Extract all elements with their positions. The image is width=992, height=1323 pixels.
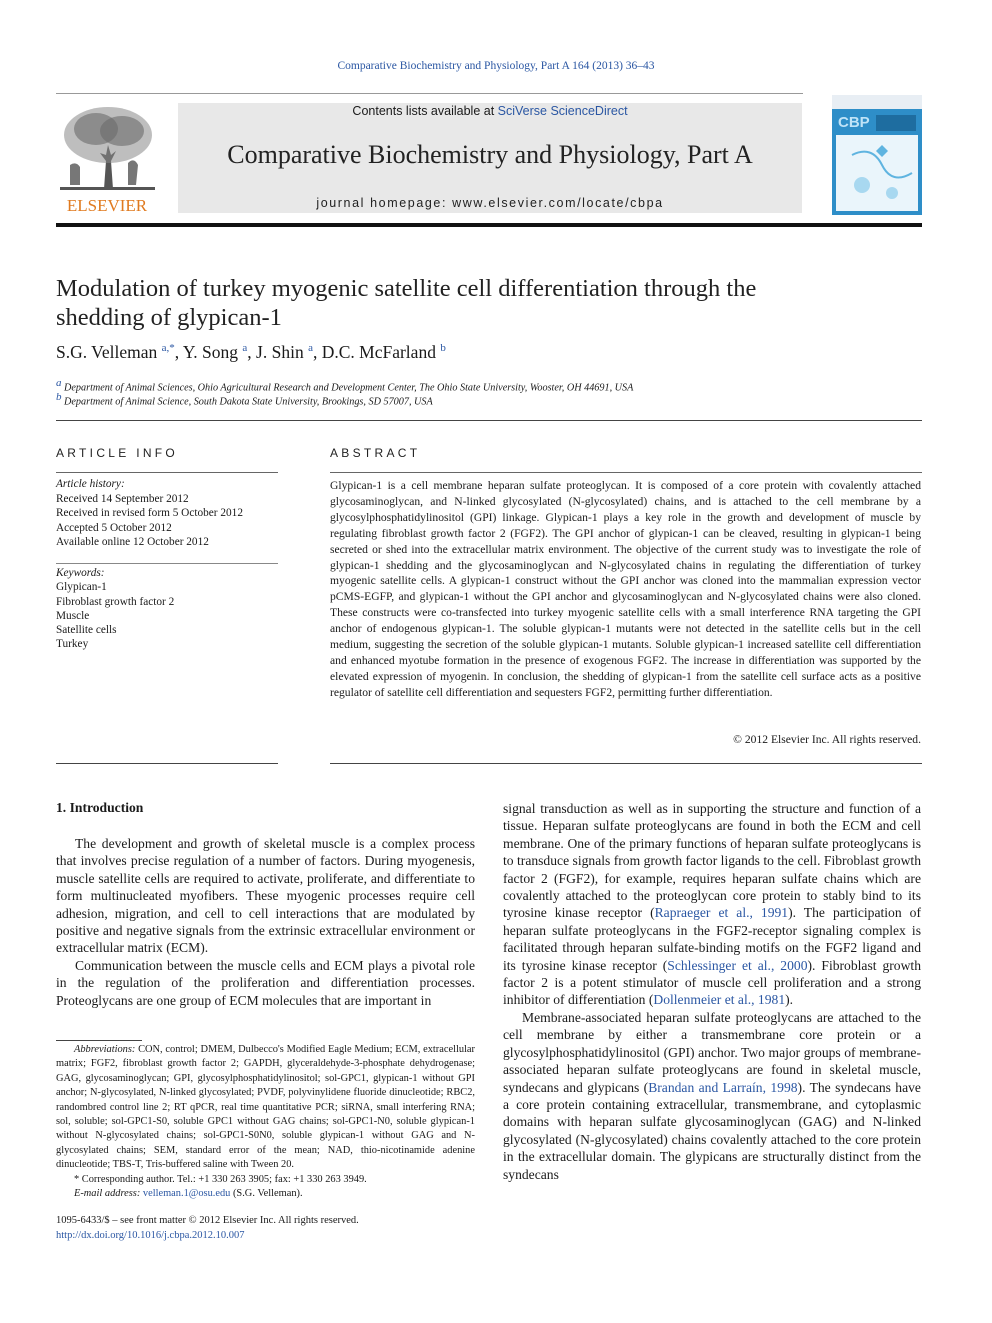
corresponding-author-footnote: * Corresponding author. Tel.: +1 330 263 3905; fax: +1 330 263 3949. <box>74 1173 367 1185</box>
affiliation-text: Department of Animal Science, South Dakota State University, Brookings, SD 57007, USA <box>64 396 433 408</box>
history-item: Available online 12 October 2012 <box>56 536 209 549</box>
email-suffix: (S.G. Velleman). <box>230 1188 303 1200</box>
author-name[interactable]: D.C. McFarland <box>321 342 436 362</box>
abstract-rule <box>330 472 922 473</box>
issn-line: 1095-6433/$ – see front matter © 2012 Elsevier Inc. All rights reserved. <box>56 1215 359 1226</box>
body-column-right <box>503 800 921 1183</box>
article-history <box>56 477 278 550</box>
body-column-left <box>56 835 475 1009</box>
journal-title: Comparative Biochemistry and Physiology, Part A <box>227 140 753 169</box>
sciencedirect-link[interactable]: SciVerse ScienceDirect <box>497 104 628 118</box>
author-affiliation-mark[interactable]: a <box>308 342 313 355</box>
footnotes <box>56 1043 475 1201</box>
header-thick-rule <box>56 223 922 227</box>
history-label: Article history: <box>56 478 125 490</box>
keywords-list <box>56 566 278 652</box>
body-paragraph <box>503 1009 921 1183</box>
keyword-item: Muscle <box>56 609 90 622</box>
history-item: Received 14 September 2012 <box>56 492 189 505</box>
affiliation-mark: b <box>56 391 62 403</box>
elsevier-tree-icon <box>56 103 159 215</box>
abbreviations-text: CON, control; DMEM, Dulbecco's Modified Eagle Medium; ECM, extracellular matrix; FGF2, fibroblast growth factor 2; GAPDH, glyceraldehyde-3-phosphate dehydrogenase; GAG, glycosaminoglycan; GPI, glycosylphosphatidylinositol; sol-GPC1, glypican-1 without GPI anchor; N-glycosylated, N-linked glycosylated; PVDF, polyvinylidene fluoride dinucleotide; RBC2, randombred control line 2; RT qPCR, real time quantitative PCR; siRNA, small interfering RNA; sol, soluble; sol-GPC1-S0, soluble GPC1 without GAG chains; sol-GPC1-N0, soluble glypican-1 without N-glycosylated chains; sol-GPC1-S0N0, soluble glypican-1 without GAG and N-glycosylated chains; SEM, standard error of the mean; NAD, thio-nicotinamide adenine dinucleotide; TBS-T, Tris-buffered saline with Tween 20. <box>56 1044 475 1171</box>
footnote-rule <box>56 1040 142 1041</box>
cover-label: CBP <box>838 114 870 131</box>
article-title: Modulation of turkey myogenic satellite cell differentiation through the shedding of glypican-1 <box>56 275 757 331</box>
abstract-heading: ABSTRACT <box>330 446 421 460</box>
abstract-text: Glypican-1 is a cell membrane heparan sulfate proteoglycan. It is composed of a core protein with covalently attached glycosaminoglycan, and N-linked glycosylated (N-glycosylated) chains, and is attached to the cell membrane by a glycosylphosphatidylinositol (GPI) linkage. Glypican-1 plays a key role in the growth and development of muscle by regulating fibroblast growth factor 2 (FGF2). The GPI anchor of glypican-1 can be cleaved, resulting in glypican-1 being secreted or shed into the extracellular matrix environment. The objective of the current study was to investigate the role of glypican-1 shedding and the glycosaminoglycan and N-glycosylated chains in regulating the differentiation of turkey myogenic satellite cells. A glypican-1 construct without the GPI anchor was cloned into the mammalian expression vector pCMS-EGFP, and glypican-1 without the GPI anchor and glycosaminoglycan and N-glycosylated chains were also cloned. These constructs were co-transfected into turkey myogenic satellite cells with a small interference RNA targeting the GPI anchor of endogenous glypican-1. The soluble glypican-1 mutants were not detected in the satellite cells but in the cell medium, suggesting the secretion of the soluble glypican-1 mutants. Soluble glypican-1 increased satellite cell differentiation and enhanced myotube formation in the presence of exogenous FGF2. The increase in differentiation was supported by the elevated expression of myogenin. In conclusion, the shedding of glypican-1 from the satellite cell surface acts as a positive regulator of satellite cell differentiation and sequesters FGF2, permitting further differentiation. <box>330 479 921 699</box>
keyword-item: Turkey <box>56 638 89 651</box>
header-rule <box>56 93 803 94</box>
publisher-wordmark: ELSEVIER <box>66 196 148 215</box>
author-affiliation-mark[interactable]: a,* <box>161 342 175 355</box>
page-footer <box>56 1214 475 1243</box>
email-label: E-mail address: <box>74 1188 141 1200</box>
keyword-item: Fibroblast growth factor 2 <box>56 595 175 608</box>
body-text: signal transduction as well as in supporting the structure and function of a tissue. Heparan sulfate proteoglycans are found in both the ECM and cell membrane. One of the primary functions of heparan sulfate proteoglycans is to transduce signals from growth factor ligands to the cell. Fibroblast growth factor 2 (FGF2), for example, requires heparan sulfate chains which are covalently attached to the proteoglycan core protein to stably bind to its tyrosine kinase receptor ( <box>503 801 921 921</box>
journal-cover-thumbnail[interactable] <box>832 95 922 215</box>
abstract-bottom-rule <box>330 763 922 764</box>
author-affiliation-mark[interactable]: a <box>242 342 248 355</box>
journal-citation-link[interactable]: Comparative Biochemistry and Physiology, Part A 164 (2013) 36–43 <box>337 60 655 72</box>
elsevier-logo <box>56 103 159 215</box>
section-rule <box>56 420 922 421</box>
body-text: Membrane-associated heparan sulfate proteoglycans are attached to the cell membrane by either a transmembrane core protein or a glycosylphosphatidylinositol (GPI) anchor. Two major groups of membrane-associated heparan sulfate proteoglycans are found in skeletal muscle, syndecans and glypicans ( <box>503 1009 921 1095</box>
affiliation-b <box>56 391 922 407</box>
author-name[interactable]: J. Shin <box>256 342 304 362</box>
history-item: Received in revised form 5 October 2012 <box>56 507 243 520</box>
contents-line <box>178 104 802 118</box>
abbreviations-footnote <box>56 1043 475 1173</box>
body-text: ). <box>785 992 794 1008</box>
body-paragraph <box>503 800 921 1009</box>
body-text: ). Fibroblast growth factor 2 is a potent stimulator of muscle cell proliferation and a strong inhibitor of differentiation ( <box>503 957 921 1008</box>
reference-link[interactable]: Rapraeger et al., 1991 <box>654 905 789 921</box>
reference-link[interactable]: Dollenmeier et al., 1981 <box>653 992 786 1008</box>
keyword-item: Satellite cells <box>56 624 117 637</box>
article-info-bottom-rule <box>56 763 278 764</box>
homepage-prefix: journal homepage: <box>316 196 453 210</box>
body-text: ). The syndecans have a core protein containing extracellular, transmembrane, and cytoplasmic domains with heparan sulfate glycosaminoglycan (GAG) and N-linked glycosylated (N-glycosylated) chains covalently attached to the core protein in the extracellular domain. The glypicans are structurally distinct from the syndecans <box>503 1079 921 1182</box>
reference-link[interactable]: Schlessinger et al., 2000 <box>667 957 808 973</box>
contents-prefix: Contents lists available at <box>352 104 498 118</box>
affiliation-mark: a <box>56 377 62 389</box>
author-name[interactable]: S.G. Velleman <box>56 342 158 362</box>
keyword-item: Glypican-1 <box>56 581 107 594</box>
affiliation-text: Department of Animal Sciences, Ohio Agricultural Research and Development Center, The Ohio State University, Wooster, OH 44691, USA <box>64 382 634 394</box>
history-item: Accepted 5 October 2012 <box>56 521 172 534</box>
body-paragraph: The development and growth of skeletal muscle is a complex process that involves precise regulation of a number of factors. During myogenesis, muscle satellite cells are required to activate, proliferate, and differentiate to form multinucleated myofibers. These myogenic processes require cell adhesion, migration, and cell to cell interactions that are modulated by positive and negative signals from the extrinsic extracellular environment or extracellular matrix (ECM). <box>56 836 475 956</box>
body-text: ). The participation of heparan sulfate proteoglycans in the FGF2-receptor signaling complex is facilitated through heparan sulfate-binding motifs on the FGF2 ligand and its tyrosine kinase receptor ( <box>503 905 921 973</box>
introduction-heading: 1. Introduction <box>56 800 144 815</box>
email-link[interactable]: velleman.1@osu.edu <box>142 1188 231 1200</box>
body-paragraph: Communication between the muscle cells and ECM plays a pivotal role in the regulation of the proliferation and differentiation processes. Proteoglycans are one group of ECM molecules that are important in <box>56 957 475 1008</box>
doi-link[interactable]: http://dx.doi.org/10.1016/j.cbpa.2012.10.007 <box>56 1229 245 1241</box>
author-affiliation-mark[interactable]: b <box>440 342 446 355</box>
abbreviations-label: Abbreviations: <box>74 1044 136 1055</box>
reference-link[interactable]: Brandan and Larraín, 1998 <box>648 1079 798 1095</box>
journal-homepage <box>178 196 802 210</box>
journal-cover-image-icon <box>832 95 922 215</box>
author-name[interactable]: Y. Song <box>182 342 239 362</box>
keywords-rule <box>56 563 278 564</box>
email-footnote <box>56 1187 475 1201</box>
article-info-heading: ARTICLE INFO <box>56 446 179 460</box>
article-info-rule <box>56 472 278 473</box>
homepage-url-link[interactable]: www.elsevier.com/locate/cbpa <box>452 196 664 210</box>
abstract-copyright: © 2012 Elsevier Inc. All rights reserved. <box>733 733 921 746</box>
keywords-label: Keywords: <box>56 567 105 579</box>
author-list: S.G. Velleman $^{a,*}$, Y. Song $^a$, J. Shin $^a$, D.C. McFarland $^b$ <box>56 342 446 362</box>
